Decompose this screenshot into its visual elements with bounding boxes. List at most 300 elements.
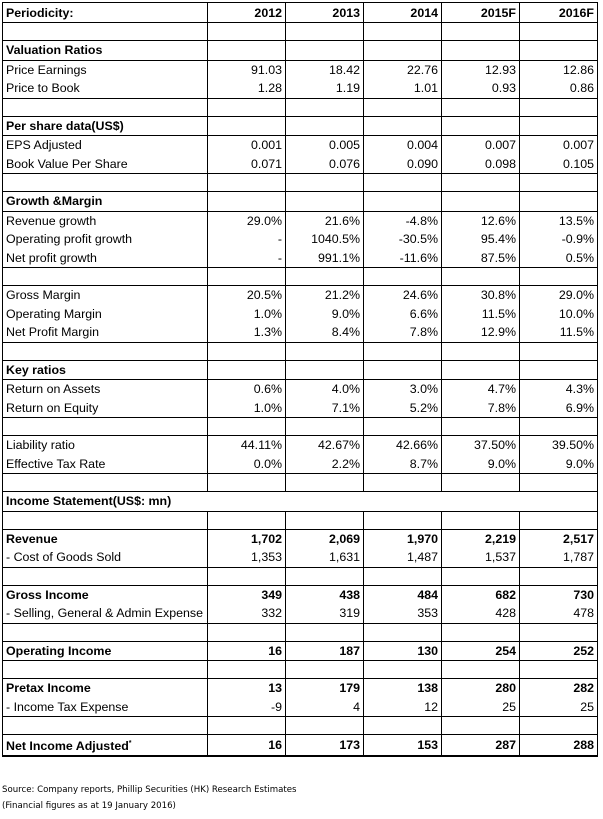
- empty-cell: [208, 192, 286, 212]
- row-label: [3, 455, 208, 474]
- empty-cell: [3, 23, 208, 41]
- periodicity-label: Periodicity:: [3, 3, 208, 23]
- data-row: [3, 455, 598, 474]
- empty-cell: [208, 717, 286, 735]
- value-cell: 1,353: [208, 548, 286, 567]
- row-label-text: - Selling, General & Admin Expense: [6, 606, 203, 621]
- row-label-text: Net Profit Margin: [6, 325, 99, 340]
- data-row: [3, 529, 598, 548]
- spacer-row: [3, 342, 598, 360]
- empty-cell: [442, 511, 520, 529]
- value-cell: 95.4%: [442, 230, 520, 249]
- value-cell: 187: [286, 641, 364, 661]
- data-row: [3, 585, 598, 604]
- data-row: [3, 249, 598, 268]
- value-cell: -30.5%: [364, 230, 442, 249]
- value-cell: 10.0%: [520, 305, 598, 324]
- empty-cell: [286, 623, 364, 641]
- row-label: [3, 211, 208, 230]
- spacer-row: [3, 623, 598, 641]
- empty-cell: [364, 567, 442, 585]
- row-label: [3, 79, 208, 98]
- value-cell: 280: [442, 679, 520, 698]
- row-label-text: Gross Income: [6, 587, 89, 602]
- value-cell: 1.0%: [208, 305, 286, 324]
- value-cell: 478: [520, 604, 598, 623]
- value-cell: 13.5%: [520, 211, 598, 230]
- empty-cell: [520, 174, 598, 192]
- data-row: [3, 230, 598, 249]
- spacer-row: [3, 567, 598, 585]
- row-label-text: Pretax Income: [6, 681, 91, 696]
- empty-cell: [3, 418, 208, 436]
- empty-cell: [364, 418, 442, 436]
- section-title: Key ratios: [3, 360, 208, 380]
- empty-cell: [520, 116, 598, 136]
- data-row: [3, 698, 598, 717]
- value-cell: 16: [208, 735, 286, 757]
- data-row: [3, 79, 598, 98]
- value-cell: 1,537: [442, 548, 520, 567]
- empty-cell: [520, 474, 598, 492]
- value-cell: 252: [520, 641, 598, 661]
- value-cell: 8.4%: [286, 323, 364, 342]
- data-row: [3, 679, 598, 698]
- value-cell: 9.0%: [520, 455, 598, 474]
- empty-cell: [208, 567, 286, 585]
- empty-cell: [520, 418, 598, 436]
- empty-cell: [286, 116, 364, 136]
- empty-cell: [208, 661, 286, 679]
- empty-cell: [520, 661, 598, 679]
- empty-cell: [364, 41, 442, 61]
- value-cell: 9.0%: [286, 305, 364, 324]
- empty-cell: [520, 41, 598, 61]
- value-cell: 730: [520, 585, 598, 604]
- empty-cell: [208, 116, 286, 136]
- value-cell: 2,517: [520, 529, 598, 548]
- data-row: [3, 399, 598, 418]
- data-row: [3, 735, 598, 757]
- data-row: [3, 323, 598, 342]
- financial-summary-table: [2, 2, 598, 757]
- row-label-text: Return on Assets: [6, 382, 101, 397]
- value-cell: 484: [364, 585, 442, 604]
- value-cell: 25: [520, 698, 598, 717]
- value-cell: 332: [208, 604, 286, 623]
- empty-cell: [364, 623, 442, 641]
- spacer-row: [3, 511, 598, 529]
- empty-cell: [442, 174, 520, 192]
- empty-cell: [286, 174, 364, 192]
- section-title: Valuation Ratios: [3, 41, 208, 61]
- empty-cell: [286, 661, 364, 679]
- source-note: Source: Company reports, Phillip Securities (HK) Research Estimates: [2, 785, 297, 795]
- value-cell: 353: [364, 604, 442, 623]
- value-cell: 0.071: [208, 155, 286, 174]
- section-header-row: [3, 360, 598, 380]
- spacer-row: [3, 98, 598, 116]
- value-cell: 1.19: [286, 79, 364, 98]
- empty-cell: [3, 268, 208, 286]
- empty-cell: [442, 192, 520, 212]
- empty-cell: [364, 192, 442, 212]
- value-cell: 1.01: [364, 79, 442, 98]
- spacer-row: [3, 474, 598, 492]
- empty-cell: [364, 511, 442, 529]
- row-label-text: Net Income Adjusted: [6, 739, 129, 754]
- value-cell: 130: [364, 641, 442, 661]
- value-cell: 12.9%: [442, 323, 520, 342]
- value-cell: 0.5%: [520, 249, 598, 268]
- value-cell: 6.9%: [520, 399, 598, 418]
- value-cell: 12.93: [442, 60, 520, 79]
- value-cell: 1,487: [364, 548, 442, 567]
- empty-cell: [208, 98, 286, 116]
- empty-cell: [442, 268, 520, 286]
- value-cell: -9: [208, 698, 286, 717]
- empty-cell: [442, 98, 520, 116]
- data-row: [3, 305, 598, 324]
- empty-cell: [286, 192, 364, 212]
- value-cell: 4.7%: [442, 380, 520, 399]
- empty-cell: [442, 567, 520, 585]
- value-cell: 682: [442, 585, 520, 604]
- section-title: Growth &Margin: [3, 192, 208, 212]
- empty-cell: [520, 23, 598, 41]
- value-cell: 1,631: [286, 548, 364, 567]
- value-cell: -11.6%: [364, 249, 442, 268]
- empty-cell: [442, 41, 520, 61]
- table-body: [3, 3, 598, 757]
- value-cell: 42.66%: [364, 436, 442, 455]
- year-header: 2015F: [442, 3, 520, 23]
- value-cell: 8.7%: [364, 455, 442, 474]
- empty-cell: [520, 623, 598, 641]
- empty-cell: [286, 418, 364, 436]
- data-row: [3, 436, 598, 455]
- empty-cell: [520, 342, 598, 360]
- value-cell: 37.50%: [442, 436, 520, 455]
- value-cell: 438: [286, 585, 364, 604]
- empty-cell: [520, 717, 598, 735]
- value-cell: 4: [286, 698, 364, 717]
- year-header: 2012: [208, 3, 286, 23]
- empty-cell: [3, 98, 208, 116]
- value-cell: 22.76: [364, 60, 442, 79]
- row-label-text: Operating Margin: [6, 306, 102, 321]
- empty-cell: [520, 567, 598, 585]
- value-cell: 44.11%: [208, 436, 286, 455]
- value-cell: 349: [208, 585, 286, 604]
- empty-cell: [208, 23, 286, 41]
- section-title: Income Statement(US$: mn): [3, 492, 598, 512]
- empty-cell: [520, 192, 598, 212]
- row-label: [3, 585, 208, 604]
- value-cell: 153: [364, 735, 442, 757]
- row-label: [3, 380, 208, 399]
- empty-cell: [3, 623, 208, 641]
- row-label-text: Effective Tax Rate: [6, 456, 106, 471]
- value-cell: 7.8%: [364, 323, 442, 342]
- value-cell: 2,069: [286, 529, 364, 548]
- row-label-text: Revenue growth: [6, 213, 97, 228]
- year-header: 2016F: [520, 3, 598, 23]
- empty-cell: [364, 116, 442, 136]
- value-cell: 1040.5%: [286, 230, 364, 249]
- empty-cell: [520, 98, 598, 116]
- row-label: [3, 436, 208, 455]
- empty-cell: [364, 342, 442, 360]
- empty-cell: [442, 661, 520, 679]
- row-label: [3, 305, 208, 324]
- value-cell: 1,702: [208, 529, 286, 548]
- empty-cell: [442, 623, 520, 641]
- empty-cell: [208, 474, 286, 492]
- value-cell: 30.8%: [442, 286, 520, 305]
- empty-cell: [442, 360, 520, 380]
- empty-cell: [286, 342, 364, 360]
- row-label-text: Return on Equity: [6, 400, 99, 415]
- empty-cell: [520, 511, 598, 529]
- data-row: [3, 548, 598, 567]
- value-cell: 39.50%: [520, 436, 598, 455]
- value-cell: 282: [520, 679, 598, 698]
- spacer-row: [3, 268, 598, 286]
- empty-cell: [286, 268, 364, 286]
- value-cell: 21.6%: [286, 211, 364, 230]
- value-cell: -4.8%: [364, 211, 442, 230]
- value-cell: 1,787: [520, 548, 598, 567]
- empty-cell: [442, 717, 520, 735]
- value-cell: 1.0%: [208, 399, 286, 418]
- spacer-row: [3, 174, 598, 192]
- date-note: (Financial figures as at 19 January 2016): [2, 801, 176, 811]
- empty-cell: [208, 174, 286, 192]
- row-label-text: Price to Book: [6, 81, 80, 96]
- empty-cell: [208, 342, 286, 360]
- value-cell: 0.098: [442, 155, 520, 174]
- spacer-row: [3, 418, 598, 436]
- empty-cell: [442, 23, 520, 41]
- data-row: [3, 641, 598, 661]
- value-cell: 4.3%: [520, 380, 598, 399]
- empty-cell: [208, 511, 286, 529]
- spacer-row: [3, 661, 598, 679]
- empty-cell: [208, 418, 286, 436]
- value-cell: 1.3%: [208, 323, 286, 342]
- row-label: [3, 323, 208, 342]
- value-cell: 254: [442, 641, 520, 661]
- empty-cell: [364, 474, 442, 492]
- empty-cell: [364, 360, 442, 380]
- empty-cell: [3, 474, 208, 492]
- row-label: [3, 679, 208, 698]
- value-cell: 91.03: [208, 60, 286, 79]
- data-row: [3, 155, 598, 174]
- empty-cell: [208, 268, 286, 286]
- value-cell: 0.93: [442, 79, 520, 98]
- value-cell: 319: [286, 604, 364, 623]
- value-cell: 0.004: [364, 136, 442, 155]
- value-cell: 16: [208, 641, 286, 661]
- value-cell: 7.8%: [442, 399, 520, 418]
- value-cell: 12.6%: [442, 211, 520, 230]
- empty-cell: [286, 41, 364, 61]
- header-row: [3, 3, 598, 23]
- empty-cell: [3, 511, 208, 529]
- empty-cell: [364, 661, 442, 679]
- row-label: [3, 230, 208, 249]
- value-cell: 6.6%: [364, 305, 442, 324]
- value-cell: 29.0%: [520, 286, 598, 305]
- value-cell: 20.5%: [208, 286, 286, 305]
- value-cell: 288: [520, 735, 598, 757]
- value-cell: 12: [364, 698, 442, 717]
- empty-cell: [208, 360, 286, 380]
- row-label-text: Revenue: [6, 531, 58, 546]
- value-cell: 42.67%: [286, 436, 364, 455]
- empty-cell: [286, 474, 364, 492]
- value-cell: 0.001: [208, 136, 286, 155]
- value-cell: 428: [442, 604, 520, 623]
- row-label-text: Operating profit growth: [6, 232, 133, 247]
- value-cell: 9.0%: [442, 455, 520, 474]
- value-cell: 13: [208, 679, 286, 698]
- value-cell: 12.86: [520, 60, 598, 79]
- value-cell: 991.1%: [286, 249, 364, 268]
- empty-cell: [364, 174, 442, 192]
- section-header-row: [3, 116, 598, 136]
- empty-cell: [3, 661, 208, 679]
- value-cell: 0.005: [286, 136, 364, 155]
- value-cell: 29.0%: [208, 211, 286, 230]
- row-label: [3, 286, 208, 305]
- empty-cell: [442, 418, 520, 436]
- value-cell: 24.6%: [364, 286, 442, 305]
- value-cell: 11.5%: [520, 323, 598, 342]
- empty-cell: [3, 717, 208, 735]
- row-label-text: Gross Margin: [6, 288, 81, 303]
- data-row: [3, 380, 598, 399]
- empty-cell: [208, 41, 286, 61]
- value-cell: 0.007: [442, 136, 520, 155]
- value-cell: 0.86: [520, 79, 598, 98]
- footnotes: [2, 782, 297, 814]
- value-cell: -: [208, 249, 286, 268]
- value-cell: 18.42: [286, 60, 364, 79]
- spacer-row: [3, 717, 598, 735]
- value-cell: 0.090: [364, 155, 442, 174]
- empty-cell: [364, 717, 442, 735]
- value-cell: 0.007: [520, 136, 598, 155]
- value-cell: 7.1%: [286, 399, 364, 418]
- row-label-text: Liability ratio: [6, 438, 75, 453]
- data-row: [3, 286, 598, 305]
- year-header: 2014: [364, 3, 442, 23]
- value-cell: 25: [442, 698, 520, 717]
- row-label: [3, 548, 208, 567]
- empty-cell: [520, 360, 598, 380]
- row-label: [3, 529, 208, 548]
- value-cell: 287: [442, 735, 520, 757]
- empty-cell: [3, 174, 208, 192]
- value-cell: 173: [286, 735, 364, 757]
- value-cell: 1,970: [364, 529, 442, 548]
- data-row: [3, 60, 598, 79]
- row-label: [3, 399, 208, 418]
- value-cell: 0.076: [286, 155, 364, 174]
- row-label: [3, 249, 208, 268]
- data-row: [3, 211, 598, 230]
- empty-cell: [442, 474, 520, 492]
- value-cell: 5.2%: [364, 399, 442, 418]
- empty-cell: [364, 23, 442, 41]
- year-header: 2013: [286, 3, 364, 23]
- section-title: Per share data(US$): [3, 116, 208, 136]
- empty-cell: [364, 98, 442, 116]
- section-header-row: [3, 192, 598, 212]
- value-cell: 1.28: [208, 79, 286, 98]
- value-cell: 0.6%: [208, 380, 286, 399]
- row-label-text: Operating Income: [6, 643, 112, 658]
- row-label: [3, 604, 208, 623]
- row-label: [3, 698, 208, 717]
- empty-cell: [3, 567, 208, 585]
- empty-cell: [286, 23, 364, 41]
- value-cell: 4.0%: [286, 380, 364, 399]
- value-cell: 0.0%: [208, 455, 286, 474]
- value-cell: 179: [286, 679, 364, 698]
- footnote-marker: *: [128, 740, 132, 747]
- value-cell: 87.5%: [442, 249, 520, 268]
- empty-cell: [286, 360, 364, 380]
- empty-cell: [364, 268, 442, 286]
- value-cell: 2,219: [442, 529, 520, 548]
- row-label: [3, 155, 208, 174]
- empty-cell: [286, 717, 364, 735]
- value-cell: 0.105: [520, 155, 598, 174]
- empty-cell: [286, 98, 364, 116]
- empty-cell: [442, 342, 520, 360]
- empty-cell: [3, 342, 208, 360]
- row-label-text: Book Value Per Share: [6, 156, 128, 171]
- row-label-text: Price Earnings: [6, 62, 87, 77]
- section-header-row: [3, 492, 598, 512]
- row-label-text: - Cost of Goods Sold: [6, 550, 122, 565]
- section-header-row: [3, 41, 598, 61]
- value-cell: 3.0%: [364, 380, 442, 399]
- value-cell: -: [208, 230, 286, 249]
- value-cell: 21.2%: [286, 286, 364, 305]
- value-cell: -0.9%: [520, 230, 598, 249]
- empty-cell: [208, 623, 286, 641]
- empty-cell: [286, 511, 364, 529]
- row-label: [3, 136, 208, 155]
- value-cell: 11.5%: [442, 305, 520, 324]
- value-cell: 138: [364, 679, 442, 698]
- value-cell: 2.2%: [286, 455, 364, 474]
- row-label-text: EPS Adjusted: [6, 138, 82, 153]
- spacer-row: [3, 23, 598, 41]
- row-label: [3, 60, 208, 79]
- data-row: [3, 604, 598, 623]
- row-label-text: Net profit growth: [6, 250, 97, 265]
- row-label: [3, 735, 208, 757]
- empty-cell: [442, 116, 520, 136]
- data-row: [3, 136, 598, 155]
- row-label: [3, 641, 208, 661]
